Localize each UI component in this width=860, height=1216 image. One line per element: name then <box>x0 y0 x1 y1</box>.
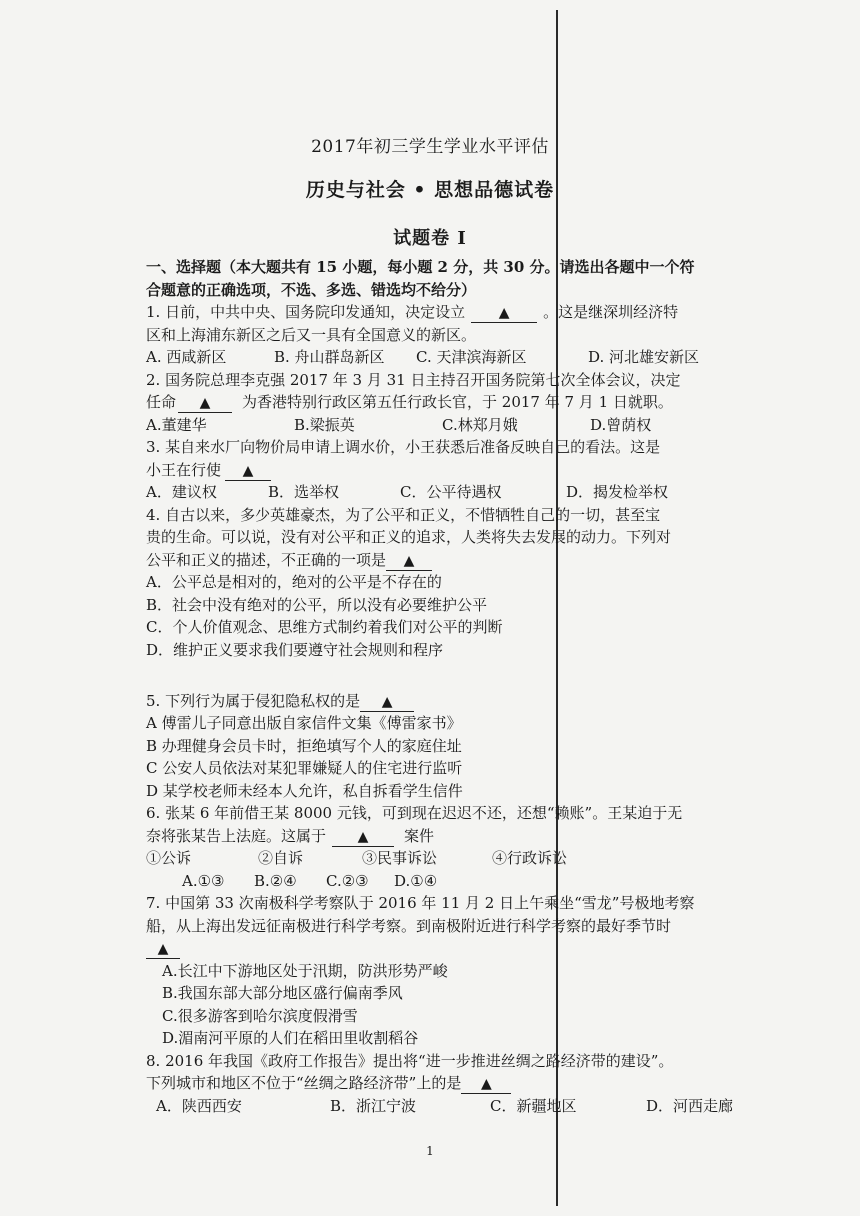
exam-subject: 历史与社会 • 思想品德试卷 <box>305 179 555 201</box>
question-3-stem-cont: 小王在行使 ▲ <box>146 459 746 482</box>
question-1-stem: 1. 日前，中共中央、国务院印发通知，决定设立 ▲ 。这是继深圳经济特 <box>146 303 679 321</box>
item-2: ②自诉 <box>258 849 304 867</box>
item-3: ③民事诉讼 <box>362 849 438 867</box>
question-2-stem: 2. 国务院总理李克强 2017 年 3 月 31 日主持召开国务院第七次全体会议，决定 <box>146 370 681 389</box>
question-3-options <box>146 481 746 504</box>
option-a: A．建议权 <box>146 483 217 501</box>
question-2-options <box>146 414 746 437</box>
answer-blank: ▲ <box>332 828 394 847</box>
option-b: B.梁振英 <box>294 415 355 434</box>
option-c: C.林郑月娥 <box>442 415 518 434</box>
question-4-stem-cont: 贵的生命。可以说，没有对公平和正义的追求，人类将失去发展的动力。下列对 <box>146 528 672 546</box>
answer-blank: ▲ <box>386 552 432 571</box>
question-body <box>146 256 746 1117</box>
question-4-stem: 4. 自古以来，多少英雄豪杰，为了公平和正义，不惜牺牲自己的一切，甚至宝 <box>146 505 661 524</box>
option-c: C.很多游客到哈尔滨度假滑雪 <box>162 1006 358 1025</box>
section-heading: 一、选择题（本大题共有 15 小题，每小题 2 分，共 30 分。请选出各题中一个符 <box>146 258 695 276</box>
option-d: D.湄南河平原的人们在稻田里收割稻谷 <box>162 1029 419 1047</box>
question-6-items <box>146 847 746 870</box>
exam-part: 试题卷 I <box>393 228 467 249</box>
option-b: B．选举权 <box>268 483 340 501</box>
question-6-options <box>146 870 746 893</box>
option-a: A. 西咸新区 <box>146 348 227 366</box>
question-6-stem: 6. 张某 6 年前借王某 8000 元钱，可到现在迟迟不还，还想“赖账”。王某迫于无 <box>146 804 683 822</box>
page-number: 1 <box>426 1144 434 1158</box>
question-4-stem-cont2: 公平和正义的描述，不正确的一项是 ▲ <box>146 549 746 572</box>
question-7-stem: 7. 中国第 33 次南极科学考察队于 2016 年 11 月 2 日上午乘坐“雪龙”号极地考察 <box>146 894 695 912</box>
answer-blank: ▲ <box>225 462 271 481</box>
option-b: B．浙江宁波 <box>330 1096 417 1115</box>
question-3-stem: 3. 某自来水厂向物价局申请上调水价，小王获悉后准备反映自己的看法。这是 <box>146 438 661 456</box>
item-4: ④行政诉讼 <box>492 849 568 867</box>
option-b: B．社会中没有绝对的公平，所以没有必要维护公平 <box>146 595 488 614</box>
section-heading-cont: 合题意的正确选项，不选、多选、错选均不给分） <box>146 280 477 299</box>
option-b: B 办理健身会员卡时，拒绝填写个人的家庭住址 <box>146 736 462 755</box>
option-d: D．维护正义要求我们要遵守社会规则和程序 <box>146 640 444 659</box>
option-c: C．公平待遇权 <box>400 483 502 501</box>
question-8-options <box>146 1095 746 1118</box>
option-d: D．揭发检举权 <box>566 483 669 501</box>
answer-blank: ▲ <box>461 1075 511 1094</box>
exam-title: 2017年初三学生学业水平评估 <box>311 137 549 157</box>
option-a: A．陕西西安 <box>156 1096 242 1115</box>
answer-blank: ▲ <box>146 940 180 959</box>
option-a: A.①③ <box>182 871 225 890</box>
question-1-stem-cont: 区和上海浦东新区之后又一具有全国意义的新区。 <box>146 325 477 344</box>
option-d: D.①④ <box>394 871 438 890</box>
question-1-options <box>146 346 746 369</box>
spacer <box>146 661 746 684</box>
question-6-stem-cont: 奈将张某告上法庭。这属于 ▲ 案件 <box>146 826 435 845</box>
option-a: A 傅雷儿子同意出版自家信件文集《傅雷家书》 <box>146 714 462 732</box>
question-8-stem: 8. 2016 年我国《政府工作报告》提出将“进一步推进丝绸之路经济带的建设”。 <box>146 1051 674 1070</box>
answer-blank: ▲ <box>178 394 232 413</box>
question-5-stem: 5. 下列行为属于侵犯隐私权的是 ▲ <box>146 690 746 713</box>
question-2-stem-cont: 任命 ▲ 为香港特别行政区第五任行政长官，于 2017 年 7 月 1 日就职。 <box>146 393 673 411</box>
option-c: C 公安人员依法对某犯罪嫌疑人的住宅进行监听 <box>146 759 463 777</box>
option-a: A.长江中下游地区处于汛期，防洪形势严峻 <box>162 961 448 980</box>
option-c: C. 天津滨海新区 <box>416 348 527 366</box>
item-1: ①公诉 <box>146 849 192 867</box>
option-b: B. 舟山群岛新区 <box>274 348 385 366</box>
option-b: B.②④ <box>254 871 297 890</box>
option-c: C．个人价值观念、思维方式制约着我们对公平的判断 <box>146 618 503 636</box>
answer-blank: ▲ <box>471 304 537 323</box>
option-a: A.董建华 <box>146 415 207 434</box>
question-7-stem-cont: 船，从上海出发远征南极进行科学考察。到南极附近进行科学考察的最好季节时 <box>146 916 672 935</box>
question-7-blank-line <box>146 937 746 960</box>
option-b: B.我国东部大部分地区盛行偏南季风 <box>162 984 403 1002</box>
question-8-stem-cont: 下列城市和地区不位于“丝绸之路经济带”上的是 ▲ <box>146 1072 746 1095</box>
option-c: C.②③ <box>326 871 369 890</box>
option-d: D 某学校老师未经本人允许，私自拆看学生信件 <box>146 781 463 800</box>
option-d: D. 河北雄安新区 <box>588 348 700 366</box>
option-d: D．河西走廊 <box>646 1096 734 1115</box>
option-a: A．公平总是相对的，绝对的公平是不存在的 <box>146 573 442 591</box>
option-c: C．新疆地区 <box>490 1096 577 1115</box>
answer-blank: ▲ <box>360 693 414 712</box>
option-d: D.曾荫权 <box>590 415 652 434</box>
